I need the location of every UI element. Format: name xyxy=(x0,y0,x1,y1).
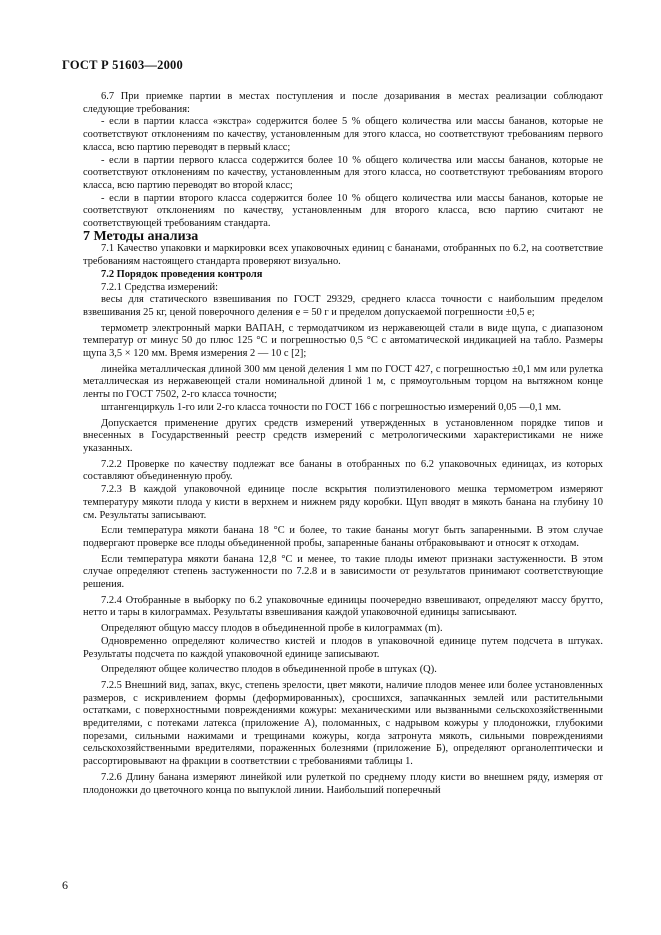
paragraph: Если температура мякоти банана 12,8 °С и менее, то такие плоды имеют признаки застуженности. В этом случае определяют степень застуженности по 7.2.8 и в зависимости от результатов принимают соответствующие решения. xyxy=(83,553,603,591)
standard-header: ГОСТ Р 51603—2000 xyxy=(62,58,183,72)
paragraph: 7.2.2 Проверке по качеству подлежат все бананы в отобранных по 6.2 упаковочных единицах, из которых составляют объединенную пробу. xyxy=(83,458,603,483)
paragraph: 6.7 При приемке партии в местах поступления и после дозаривания в местах реализации соблюдают следующие требования: xyxy=(83,91,603,115)
subsection-heading: 7.2 Порядок проведения контроля xyxy=(101,268,263,280)
list-item: - если в партии класса «экстра» содержится более 5 % общего количества или массы бананов, которые не соответствуют отклонениям по качеству, установленным для этого класса, но соответствуют требованиям первого класса, всю партию переводят в первый класс; xyxy=(83,116,603,153)
paragraph: Если температура мякоти банана 18 °С и более, то такие бананы могут быть запаренными. В этом случае подвергают проверке все плоды объединенной пробы, запаренные бананы отбраковывают и относят к отходам. xyxy=(83,525,603,549)
paragraph: Определяют общее количество плодов в объединенной пробе в штуках (Q). xyxy=(101,664,437,676)
paragraph: термометр электронный марки ВАПАН, с термодатчиком из нержавеющей стали в виде щупа, с диапазоном температур от минус 50 до плюс 125 °С и погрешностью 0,5 °С с автоматической индикацией на табло. Размеры щупа 3,5 × 120 мм. Время измерения 2 — 10 с [2]; xyxy=(83,322,603,360)
paragraph: 7.2.3 В каждой упаковочной единице после вскрытия полиэтиленового мешка термометром измеряют температуру мякоти плода у кисти в верхнем и нижнем ряду коробки. Щуп вводят в мякоть банана на глубину 10 см. Результаты записывают. xyxy=(83,484,603,521)
section-heading: 7 Методы анализа xyxy=(83,228,199,244)
paragraph: линейка металлическая длиной 300 мм ценой деления 1 мм по ГОСТ 427, с погрешностью ±0,1 мм или рулетка металлическая из нержавеющей стали номинальной длиной 1 м, с прямоугольным торцом на вытяжном конце ленты по ГОСТ 7502, 2-го класса точности; xyxy=(83,363,603,401)
document-body xyxy=(83,90,603,797)
paragraph: 7.2.6 Длину банана измеряют линейкой или рулеткой по среднему плоду кисти во внешнем ряду, измеряя от плодоножки до цветочного конца по выпуклой линии. Наибольший поперечный xyxy=(83,771,603,796)
page-number: 6 xyxy=(62,878,68,892)
paragraph: штангенциркуль 1-го или 2-го класса точности по ГОСТ 166 с погрешностью измерений 0,05 —0,1 мм. xyxy=(101,401,562,413)
paragraph: 7.2.4 Отобранные в выборку по 6.2 упаковочные единицы поочередно взвешивают, определяют массу брутто, нетто и тары в килограммах. Результаты взвешивания каждой упаковочной единицы записывают. xyxy=(83,594,603,619)
paragraph: 7.2.1 Средства измерений: xyxy=(101,281,219,293)
list-item: - если в партии второго класса содержится более 10 % общего количества или массы бананов, которые не соответствуют отклонениям по качеству, установленным для второго класса, всю партию считают не соответствующей требованиям стандарта. xyxy=(83,192,603,230)
paragraph: Одновременно определяют количество кистей и плодов в упаковочной единице путем подсчета в штуках. Результаты подсчета по каждой упаковочной единице записывают. xyxy=(83,635,603,660)
paragraph: весы для статического взвешивания по ГОСТ 29329, среднего класса точности с наибольшим пределом взвешивания 25 кг, ценой поверочного деления e = 50 г и пределом допускаемой погрешности ±0,5 e; xyxy=(83,294,603,318)
paragraph: Определяют общую массу плодов в объединенной пробе в килограммах (m). xyxy=(101,623,443,635)
list-item: - если в партии первого класса содержится более 10 % общего количества или массы бананов, которые не соответствуют отклонениям по качеству, установленным для этого класса, но соответствуют требованиям второго класса, всю партию переводят во второй класс; xyxy=(83,154,603,191)
paragraph: 7.2.5 Внешний вид, запах, вкус, степень зрелости, цвет мякоти, наличие плодов менее или более установленных размеров, с искривлением формы (деформированных), сросшихся, запачканных землей или растительными остатками, с поверхностными повреждениями кожуры: механическими или вызванными сельскохозяйственными вредителями, с потеками латекса (приложение А), поломанных, с надрывом кожуры у плодоножки, глубокими порезами, сильными нажимами и трещинами кожуры, когда затронута мякоть, сильными повреждениями сельскохозяйственными вредителями, пораженных болезнями (приложение Б), определяют органолептически и рассортировывают на фракции в соответствии с требованиями таблицы 1. xyxy=(83,679,603,768)
paragraph: 7.1 Качество упаковки и маркировки всех упаковочных единиц с бананами, отобранных по 6.2, на соответствие требованиям настоящего стандарта проверяют визуально. xyxy=(83,243,603,268)
paragraph: Допускается применение других средств измерений утвержденных в установленном порядке типов и внесенных в Государственный реестр средств измерений с метрологическими характеристиками не ниже указанных. xyxy=(83,417,603,454)
